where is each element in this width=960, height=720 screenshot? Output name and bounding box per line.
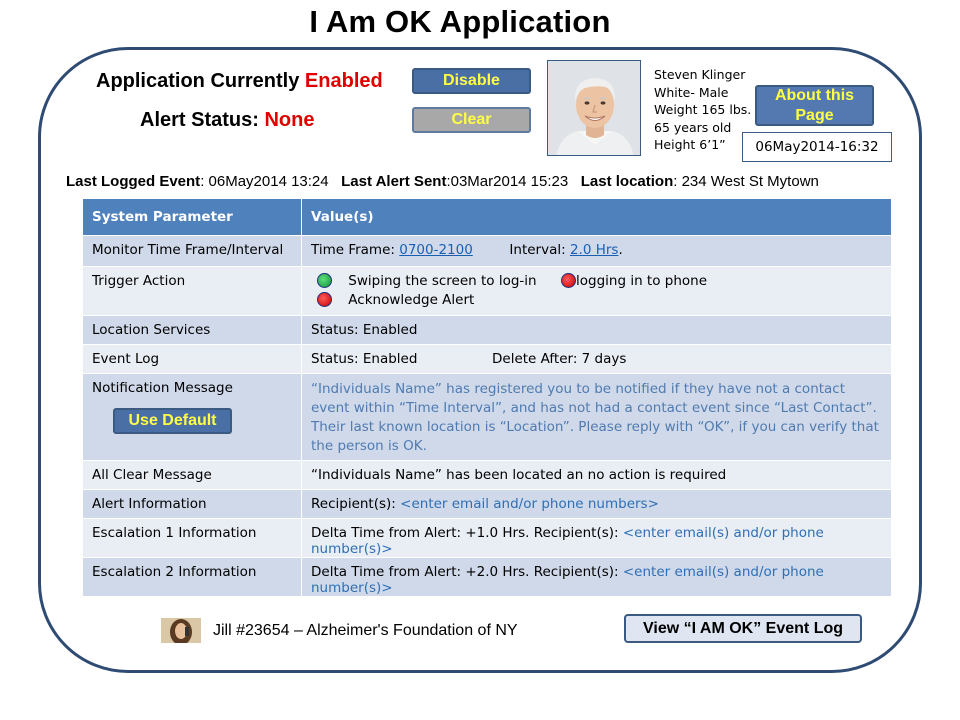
last-location-label: Last location: [580, 173, 674, 190]
alert-recipients-input[interactable]: <enter email and/or phone numbers>: [400, 495, 659, 512]
table-row: [83, 489, 892, 518]
system-parameter-table: [82, 199, 891, 597]
notification-label: Notification Message: [92, 379, 233, 396]
last-alert-label: Last Alert Sent: [341, 173, 447, 190]
ack-toggle-icon[interactable]: [317, 292, 332, 307]
event-log-delete: Delete After: 7 days: [492, 350, 627, 367]
last-location-value: : 234 West St Mytown: [673, 173, 819, 190]
about-page-button[interactable]: About this Page: [755, 85, 874, 126]
location-status: Status: Enabled: [302, 315, 892, 344]
disable-button[interactable]: Disable: [412, 68, 531, 94]
event-log-label: Event Log: [83, 344, 302, 373]
person-name: Steven Klinger: [654, 67, 746, 82]
table-row: [83, 460, 892, 489]
trigger-value: [302, 266, 892, 315]
app-status-label: Application Currently: [96, 70, 300, 92]
table-row: [83, 557, 892, 596]
location-label: Location Services: [83, 315, 302, 344]
caregiver-avatar: [161, 618, 201, 643]
trigger-label: Trigger Action: [83, 266, 302, 315]
application-status: [96, 70, 383, 93]
escalation-1-label: Escalation 1 Information: [83, 518, 302, 557]
monitor-value: [302, 235, 892, 266]
alert-info-prefix: Recipient(s):: [311, 495, 401, 512]
table-row: [83, 235, 892, 266]
person-age: 65 years old: [654, 119, 732, 135]
ack-label: Acknowledge Alert: [348, 291, 475, 308]
table-row: [83, 518, 892, 557]
person-race-gender: White- Male: [654, 84, 729, 100]
footer: [161, 618, 518, 643]
table-row: [83, 344, 892, 373]
interval-label: Interval:: [509, 241, 570, 258]
last-alert-value: :03Mar2014 15:23: [446, 173, 569, 190]
last-logged-value: : 06May2014 13:24: [200, 173, 329, 190]
escalation-1-recipients-input[interactable]: <enter email(s) and/or phone number(s)>: [311, 524, 824, 557]
escalation-2-prefix: Delta Time from Alert: +2.0 Hrs. Recipient(s):: [311, 563, 623, 580]
all-clear-label: All Clear Message: [83, 460, 302, 489]
footer-text: Jill #23654 – Alzheimer's Foundation of NY: [213, 621, 518, 639]
monitor-label: Monitor Time Frame/Interval: [83, 235, 302, 266]
clear-button[interactable]: Clear: [412, 107, 531, 133]
page-title: I Am OK Application: [309, 4, 611, 39]
login-toggle-icon[interactable]: [561, 273, 576, 288]
last-logged-label: Last Logged Event: [66, 173, 201, 190]
table-row: [83, 266, 892, 315]
escalation-1-prefix: Delta Time from Alert: +1.0 Hrs. Recipient(s):: [311, 524, 623, 541]
escalation-2-value: [302, 557, 892, 596]
alert-info-value: [302, 489, 892, 518]
interval-link[interactable]: 2.0 Hrs: [569, 241, 619, 258]
escalation-1-value: [302, 518, 892, 557]
current-datetime: 06May2014-16:32: [742, 132, 892, 162]
alert-info-label: Alert Information: [83, 489, 302, 518]
use-default-button[interactable]: Use Default: [113, 408, 232, 434]
header-param: System Parameter: [83, 199, 302, 235]
swipe-label: Swiping the screen to log-in: [348, 272, 537, 289]
timeframe-label: Time Frame:: [311, 241, 400, 258]
swipe-toggle-icon[interactable]: [317, 273, 332, 288]
person-height: Height 6’1”: [654, 137, 726, 152]
view-event-log-button[interactable]: View “I AM OK” Event Log: [624, 614, 862, 643]
interval-suffix: .: [618, 241, 623, 258]
person-info: [654, 66, 751, 154]
event-summary: [66, 173, 819, 190]
alert-status-label: Alert Status:: [140, 109, 259, 131]
timeframe-link[interactable]: 0700-2100: [399, 241, 473, 258]
alert-status-value: None: [264, 109, 315, 131]
escalation-2-label: Escalation 2 Information: [83, 557, 302, 596]
event-log-status: Status: Enabled: [311, 350, 418, 367]
event-log-value: [302, 344, 892, 373]
escalation-2-recipients-input[interactable]: <enter email(s) and/or phone number(s)>: [311, 563, 824, 596]
person-photo: [547, 60, 641, 156]
app-status-value: Enabled: [304, 70, 383, 92]
login-label: logging in to phone: [576, 272, 708, 289]
header-values: Value(s): [302, 199, 892, 235]
person-weight: Weight 165 lbs.: [654, 102, 752, 117]
alert-status: [140, 109, 314, 132]
person-photo-image: [548, 61, 641, 156]
notification-message[interactable]: “Individuals Name” has registered you to be notified if they have not a contact event within “Time Interval”, and has not had a contact event since “Last Contact”. Their last known location is “Location”. Please reply with “OK”, if you can verify that the person is OK.: [302, 373, 892, 460]
table-header-row: [83, 199, 892, 235]
caregiver-avatar-image: [161, 618, 201, 643]
all-clear-message[interactable]: “Individuals Name” has been located an no action is required: [302, 460, 892, 489]
table-row: [83, 315, 892, 344]
